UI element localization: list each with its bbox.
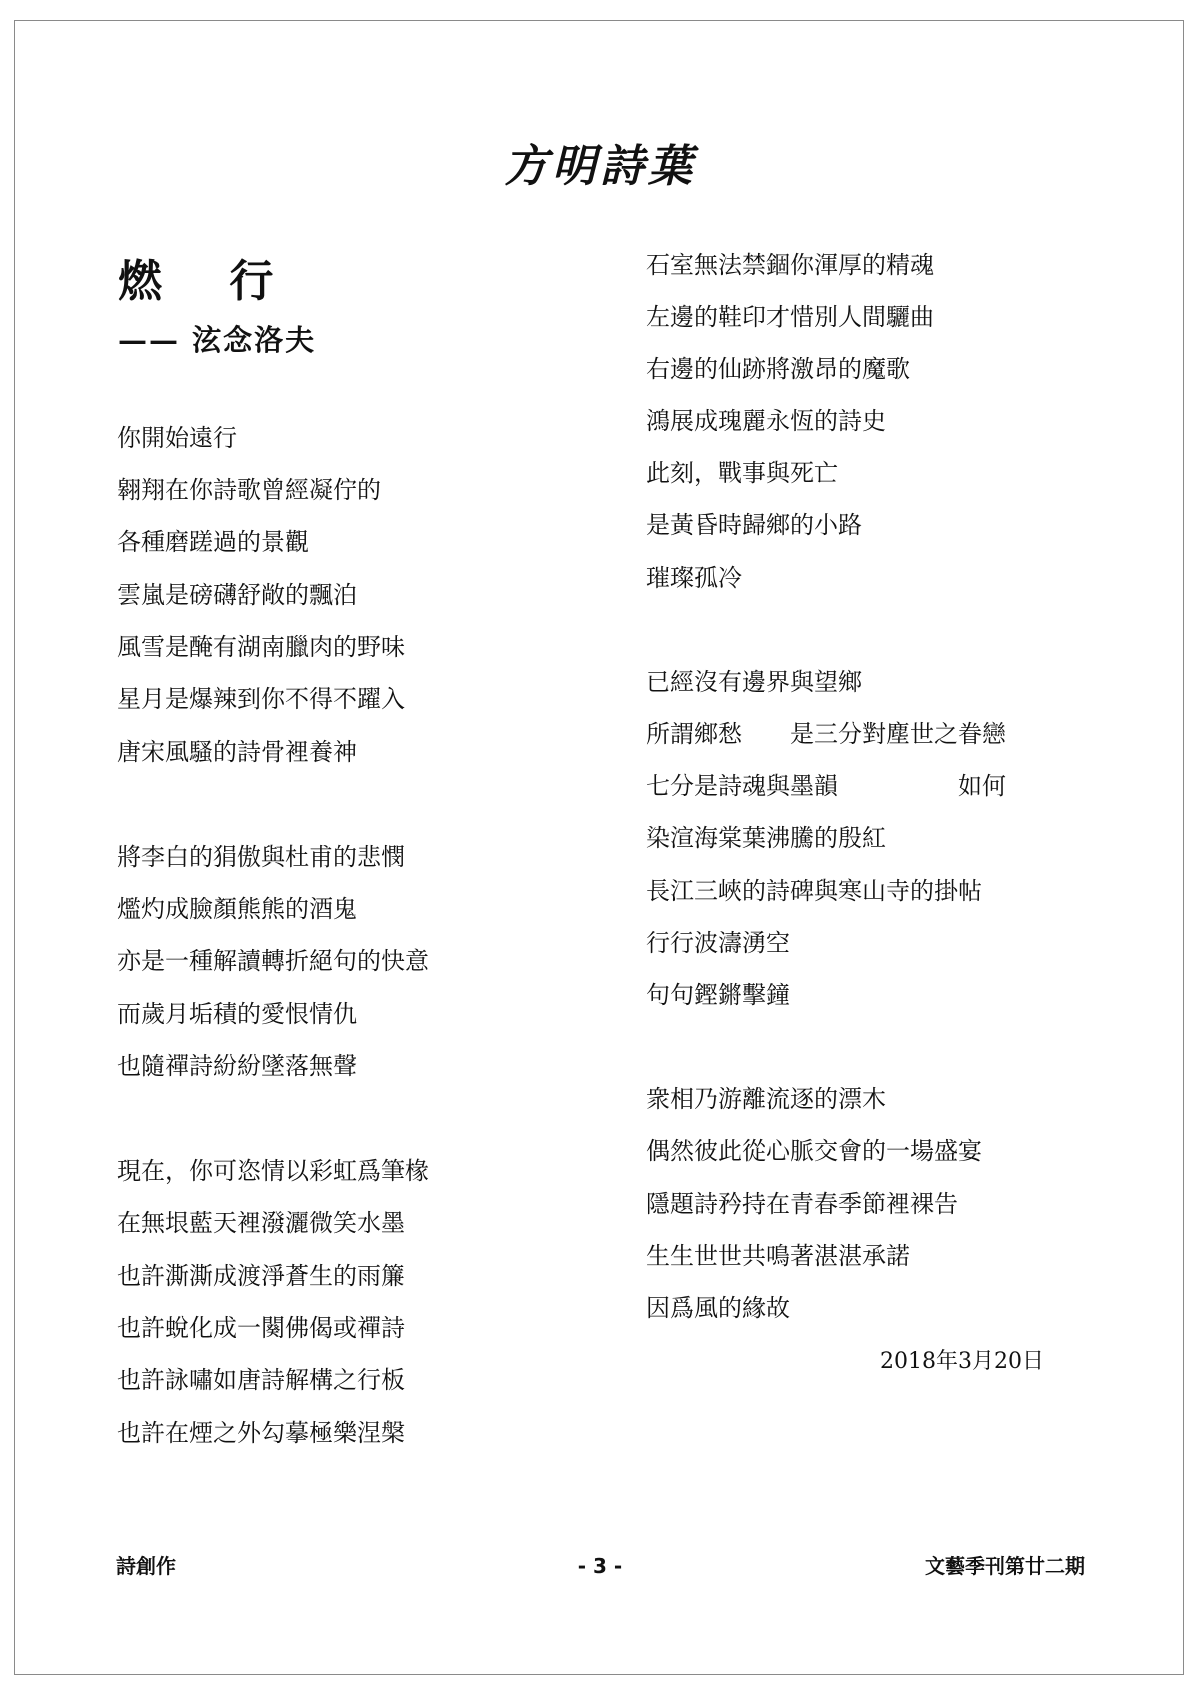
poem-line: 星月是爆辣到你不得不躍入	[117, 685, 405, 713]
poem-line: 爁灼成臉顏熊熊的酒鬼	[117, 895, 357, 923]
poem-date: 2018年3月20日	[880, 1349, 1044, 1374]
poem-line: 衆相乃游離流逐的漂木	[646, 1085, 886, 1113]
poem-line: 也隨禪詩紛紛墜落無聲	[117, 1052, 357, 1080]
poem-line: 所謂鄉愁 是三分對塵世之眷戀	[646, 720, 1006, 748]
poem-line: 風雪是醃有湖南臘肉的野味	[117, 633, 405, 661]
poem-line: 石室無法禁錮你渾厚的精魂	[646, 251, 934, 279]
poem-line: 長江三峽的詩碑與寒山寺的掛帖	[646, 877, 982, 905]
poem-author: —— 泫念洛夫	[118, 323, 317, 357]
poem-line: 句句鏗鏘擊鐘	[646, 981, 790, 1009]
footer-publication-name: 文藝季刊第廿二期	[925, 1554, 1085, 1578]
poem-line: 左邊的鞋印才惜別人間驪曲	[646, 303, 934, 331]
poem-title: 燃 行	[118, 256, 300, 307]
poem-line: 雲嵐是磅礴舒敞的飄泊	[117, 581, 357, 609]
poem-line: 隱題詩矜持在青春季節裡裸告	[646, 1190, 958, 1218]
page-header-title: 方明詩葉	[504, 141, 696, 192]
poem-line: 現在，你可恣情以彩虹爲筆椽	[117, 1157, 429, 1185]
footer-page-number: - 3 -	[577, 1554, 623, 1578]
poem-line: 也許澌澌成渡淨蒼生的雨簾	[117, 1262, 405, 1290]
poem-line: 在無垠藍天裡潑灑微笑水墨	[117, 1209, 405, 1237]
poem-line: 因爲風的緣故	[646, 1294, 790, 1322]
poem-line: 鴻展成瑰麗永恆的詩史	[646, 407, 886, 435]
poem-line: 璀璨孤冷	[646, 564, 742, 592]
poem-line: 你開始遠行	[117, 424, 237, 452]
poem-line: 而歲月垢積的愛恨情仇	[117, 1000, 357, 1028]
poem-line: 是黃昏時歸鄉的小路	[646, 511, 862, 539]
poem-line: 各種磨蹉過的景觀	[117, 528, 309, 556]
footer-section-label: 詩創作	[116, 1554, 176, 1578]
poem-line: 生生世世共鳴著湛湛承諾	[646, 1242, 910, 1270]
poem-line: 行行波濤湧空	[646, 929, 790, 957]
poem-line: 已經沒有邊界與望鄉	[646, 668, 862, 696]
poem-line: 也許詠嘯如唐詩解構之行板	[117, 1366, 405, 1394]
poem-line: 右邊的仙跡將激昂的魔歌	[646, 355, 910, 383]
poem-line: 也許在煙之外勾摹極樂涅槃	[117, 1419, 405, 1447]
poem-line: 也許蛻化成一闋佛偈或禪詩	[117, 1314, 405, 1342]
poem-line: 翱翔在你詩歌曾經凝佇的	[117, 476, 381, 504]
poem-line: 七分是詩魂與墨韻 如何	[646, 772, 1006, 800]
poem-line: 染渲海棠葉沸騰的殷紅	[646, 824, 886, 852]
poem-line: 唐宋風騷的詩骨裡養神	[117, 738, 357, 766]
poem-line: 偶然彼此從心脈交會的一場盛宴	[646, 1137, 982, 1165]
poem-line: 此刻，戰事與死亡	[646, 459, 838, 487]
poem-line: 將李白的狷傲與杜甫的悲憫	[117, 843, 405, 871]
poem-line: 亦是一種解讀轉折絕句的快意	[117, 947, 429, 975]
